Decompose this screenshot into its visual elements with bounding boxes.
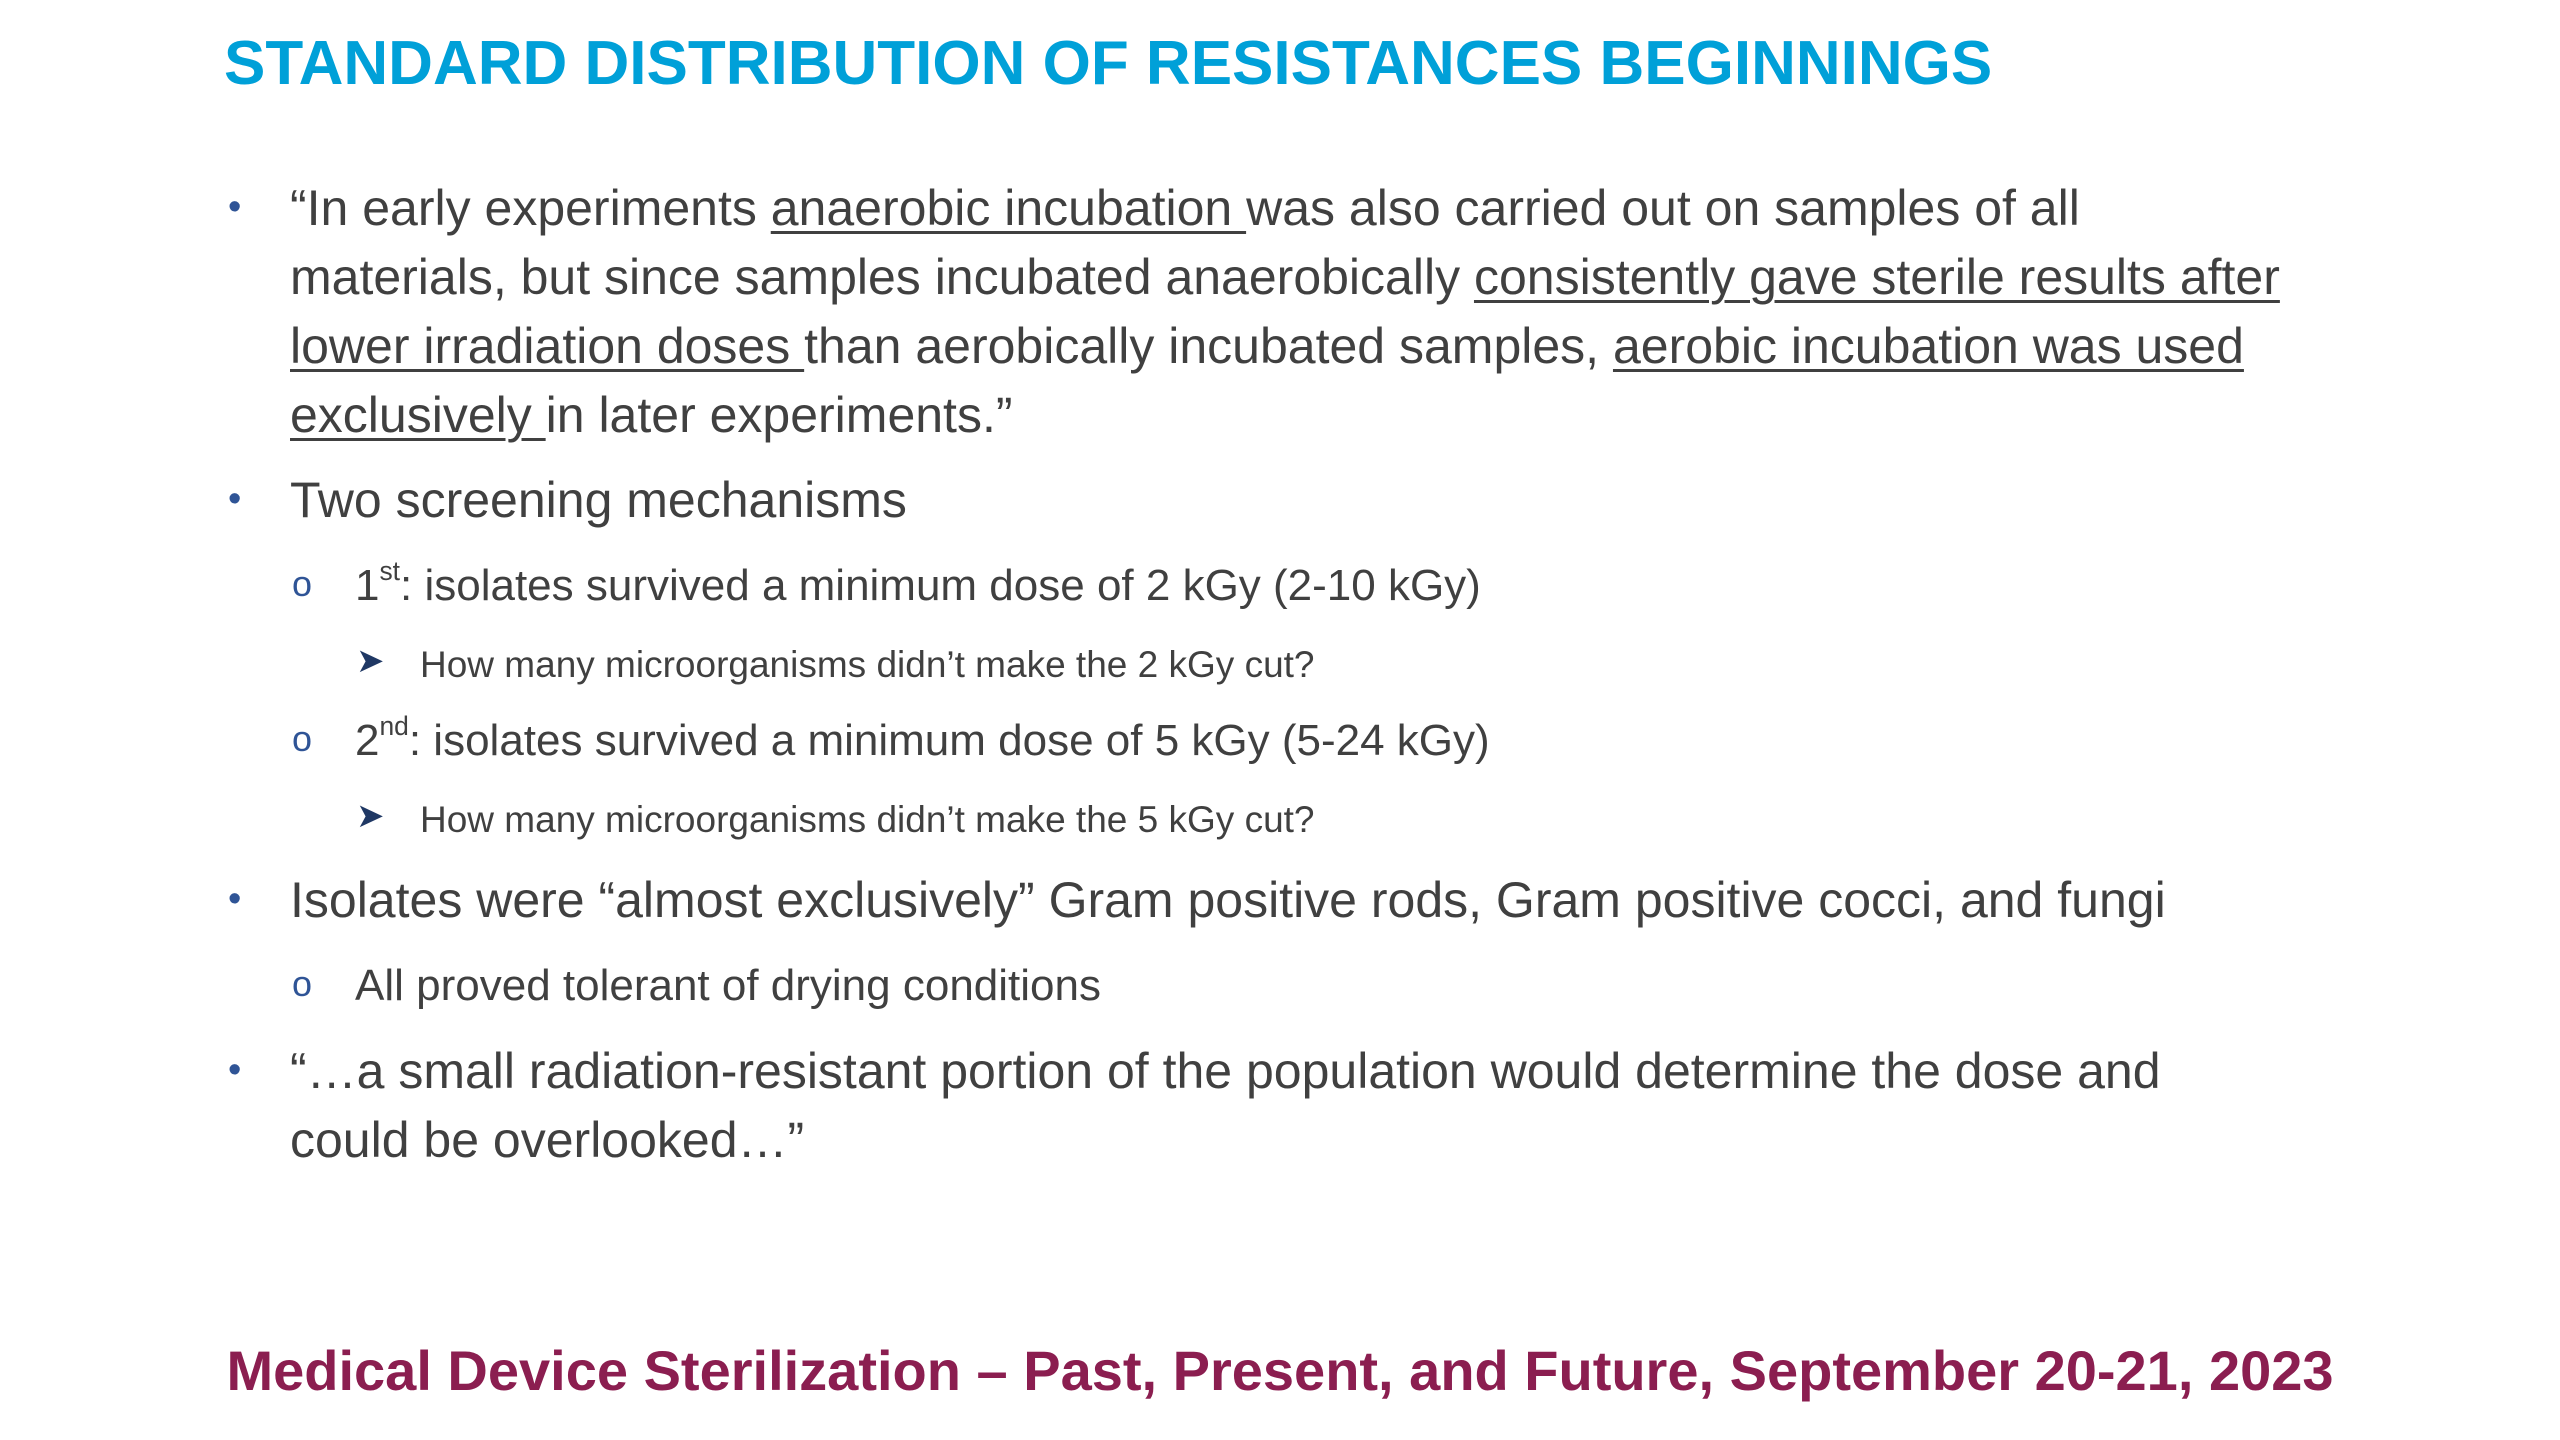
text-run: was also carried out on samples of all: [1246, 180, 2080, 236]
text-run: : isolates survived a minimum dose of 2 kGy (2-10 kGy): [400, 561, 1481, 610]
bullet-3-text: Isolates were “almost exclusively” Gram positive rods, Gram positive cocci, and fungi: [290, 872, 2166, 928]
bullet-circle-icon: o: [292, 718, 313, 759]
ordinal-number: 2: [355, 716, 380, 765]
bullet-dot-icon: •: [228, 878, 242, 920]
text-run: “In early experiments: [290, 180, 771, 236]
question-2kgy: How many microorganisms didn’t make the 2 kGy cut?: [420, 644, 1315, 685]
underlined-text: consistently gave sterile results after: [1473, 249, 2280, 305]
text-run: materials, but since samples incubated anaerobically: [290, 249, 1474, 305]
ordinal-suffix: nd: [379, 711, 409, 742]
underlined-text: anaerobic incubation: [770, 180, 1247, 236]
underlined-text: aerobic incubation was used: [1612, 318, 2244, 374]
sub-bullet-drying: All proved tolerant of drying conditions: [355, 961, 1101, 1010]
text-run: in later experiments.”: [545, 387, 1013, 443]
bullet-dot-icon: •: [228, 478, 242, 520]
arrow-bullet-icon: ➤: [356, 642, 385, 680]
bullet-1-line-2: [290, 243, 2280, 312]
bullet-dot-icon: •: [228, 186, 242, 228]
text-run: than aerobically incubated samples,: [804, 318, 1613, 374]
ordinal-number: 1: [355, 561, 380, 610]
question-5kgy: How many microorganisms didn’t make the 5 kGy cut?: [420, 799, 1315, 840]
slide-title: STANDARD DISTRIBUTION OF RESISTANCES BEGINNINGS: [224, 29, 1993, 98]
arrow-bullet-icon: ➤: [356, 797, 385, 835]
bullet-2-text: Two screening mechanisms: [290, 472, 907, 528]
bullet-dot-icon: •: [228, 1049, 242, 1091]
sub-bullet-2nd-screening: [355, 711, 1490, 771]
footer-event-title: Medical Device Sterilization – Past, Present, and Future, September 20-21, 2023: [226, 1339, 2334, 1402]
text-run: : isolates survived a minimum dose of 5 kGy (5-24 kGy): [408, 716, 1490, 765]
sub-bullet-1st-screening: [355, 556, 1481, 616]
bullet-1-line-4: [290, 381, 1013, 450]
bullet-1-line-3: [290, 312, 2244, 381]
bullet-circle-icon: o: [292, 563, 313, 604]
bullet-1-line-1: [290, 174, 2080, 243]
bullet-4-line-1: “…a small radiation-resistant portion of the population would determine the dose and: [290, 1043, 2161, 1099]
underlined-text: exclusively: [290, 387, 546, 443]
ordinal-suffix: st: [379, 556, 401, 587]
bullet-circle-icon: o: [292, 963, 313, 1004]
underlined-text: lower irradiation doses: [290, 318, 805, 374]
bullet-4-line-2: could be overlooked…”: [290, 1112, 805, 1168]
